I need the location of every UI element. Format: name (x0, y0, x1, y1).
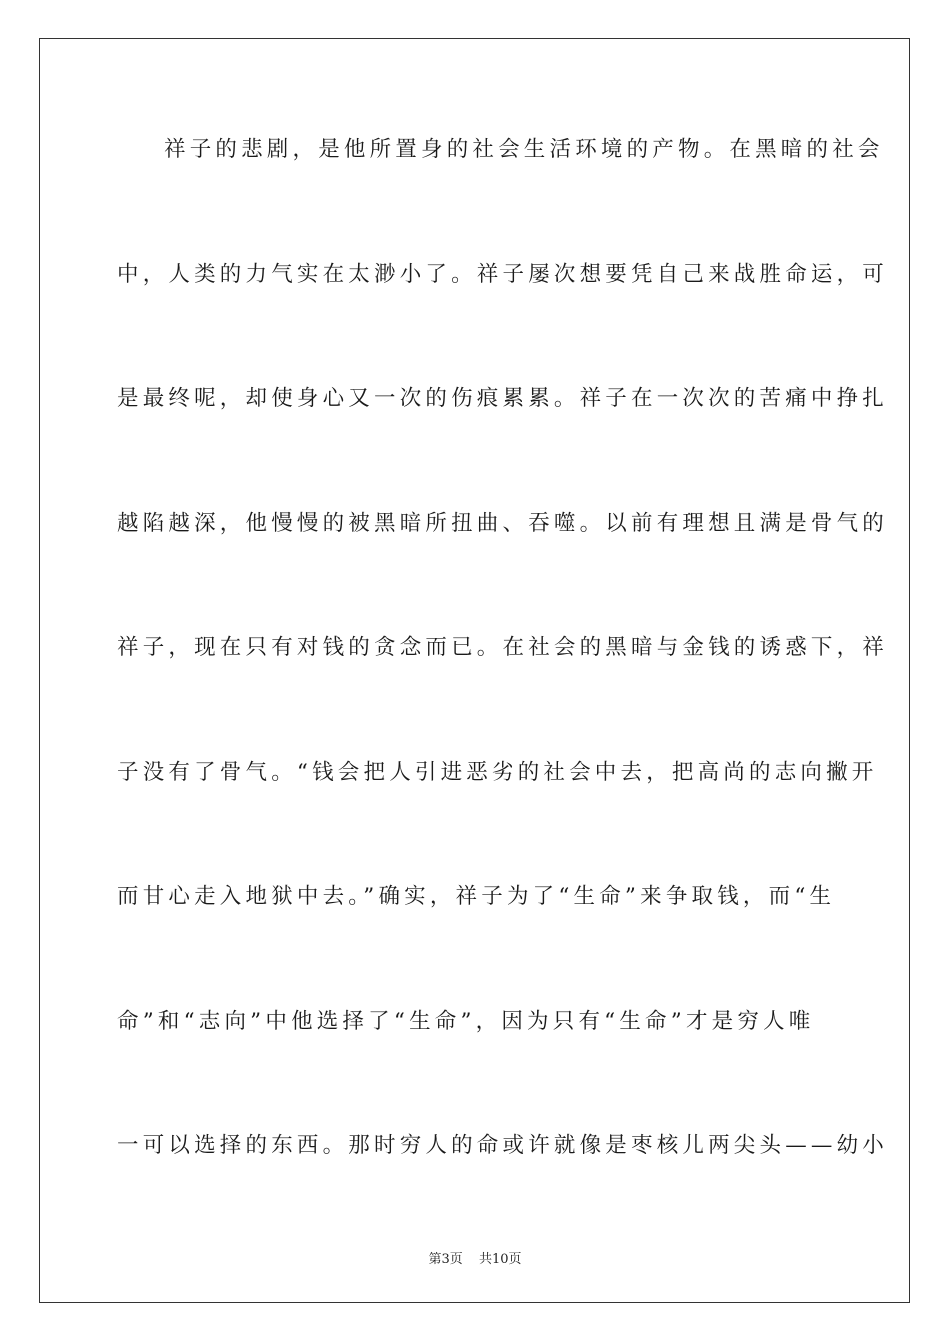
text-line: 一可以选择的东西。那时穷人的命或许就像是枣核儿两尖头——幼小 (117, 1133, 889, 1158)
text-line: 子没有了骨气。“钱会把人引进恶劣的社会中去，把高尚的志向撇开 (117, 759, 878, 785)
text-line: 越陷越深，他慢慢的被黑暗所扭曲、吞噬。以前有理想且满是骨气的 (117, 510, 889, 536)
text-line: 中，人类的力气实在太渺小了。祥子屡次想要凭自己来战胜命运，可 (117, 261, 889, 287)
text-line: 而甘心走入地狱中去。”确实，祥子为了“生命”来争取钱，而“生 (117, 884, 836, 909)
body-text (117, 124, 889, 1245)
text-line: 祥子的悲剧，是他所置身的社会生活环境的产物。在黑暗的社会 (164, 137, 884, 162)
text-line: 是最终呢，却使身心又一次的伤痕累累。祥子在一次次的苦痛中挣扎 (117, 386, 889, 411)
page-footer (0, 1248, 950, 1267)
page-number-current: 第3页 (428, 1252, 463, 1267)
text-line: 祥子，现在只有对钱的贪念而已。在社会的黑暗与金钱的诱惑下，祥 (117, 635, 889, 660)
page-number-total: 共10页 (478, 1252, 522, 1267)
text-line: 命”和“志向”中他选择了“生命”，因为只有“生命”才是穷人唯 (117, 1008, 815, 1034)
